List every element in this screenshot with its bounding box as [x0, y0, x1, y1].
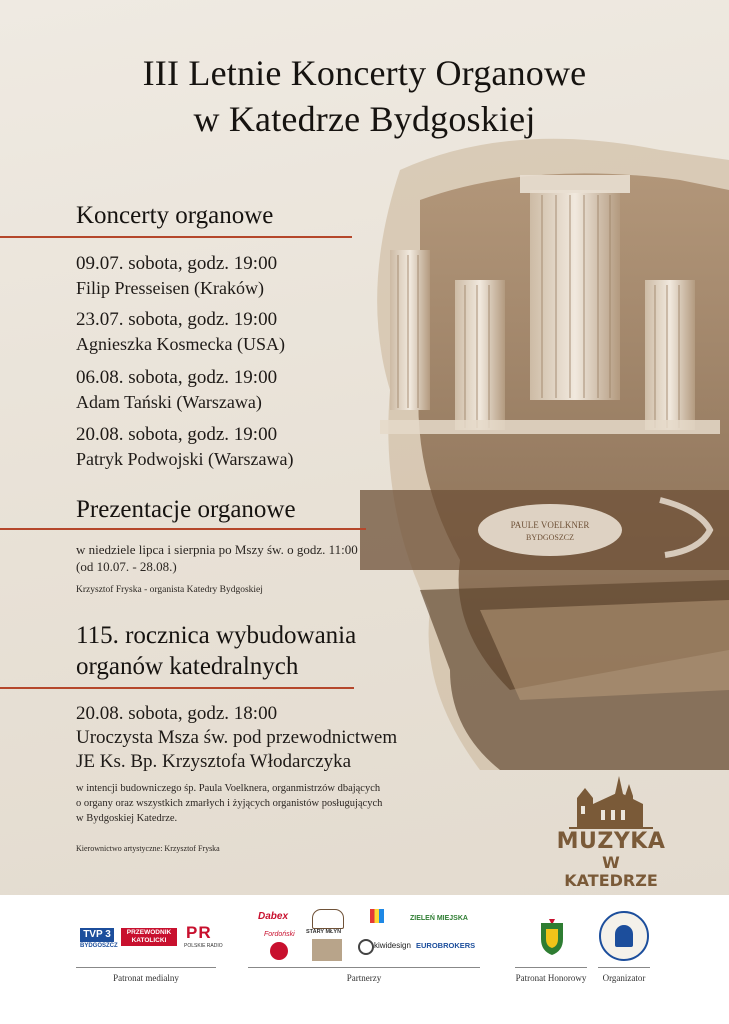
anniversary-heading-line2: organów katedralnych	[76, 653, 299, 680]
kiwi-icon	[358, 939, 374, 955]
presentations-line2: (od 10.07. - 28.08.)	[76, 559, 177, 574]
tvp-logo: TVP 3	[80, 928, 114, 942]
concerts-heading: Koncerty organowe	[76, 202, 274, 229]
organizer-seal-icon	[599, 911, 649, 961]
presentations-line1: w niedziele lipca i sierpnia po Mszy św. o godz. 11:00	[76, 542, 358, 557]
concert-performer-2: Agnieszka Kosmecka (USA)	[76, 334, 285, 354]
polskie-radio-sub: POLSKIE RADIO	[184, 943, 223, 949]
partners-caption: Partnerzy	[346, 973, 382, 983]
anniversary-intention-line2: o organy oraz wszystkich zmarłych i żyjących organistów posługujących	[76, 798, 383, 809]
partners-caption-line	[248, 967, 480, 968]
concert-performer-3: Adam Tański (Warszawa)	[76, 392, 262, 412]
eurobrokers-logo: EUROBROKERS	[416, 941, 476, 950]
cathedral-icon	[563, 770, 659, 830]
presentations-organist: Krzysztof Fryska - organista Katedry Bydgoskiej	[76, 585, 263, 595]
title-line2: w Katedrze Bydgoskiej	[193, 99, 536, 139]
presentations-heading: Prezentacje organowe	[76, 496, 296, 523]
media-caption: Patronat medialny	[113, 973, 179, 983]
kiwidesign-logo: kiwidesign	[374, 941, 411, 950]
concert-performer-4: Patryk Podwojski (Warszawa)	[76, 449, 294, 469]
cathedral-photo-icon	[312, 939, 342, 961]
polskie-radio-logo: PR	[186, 923, 212, 942]
anniversary-heading-line1: 115. rocznica wybudowania	[76, 622, 357, 649]
przewodnik-logo	[121, 928, 177, 946]
title-line1: III Letnie Koncerty Organowe	[142, 53, 587, 93]
concerts-rule	[0, 236, 352, 238]
dabex-logo: Dabex	[258, 911, 289, 922]
artistic-direction: Kierownictwo artystyczne: Krzysztof Fryska	[76, 844, 220, 853]
muzyka-logo-line2: W KATEDRZE	[564, 853, 658, 890]
zielen-miejska-logo: ZIELEŃ MIEJSKA	[410, 915, 468, 922]
sponsor-band	[0, 895, 729, 1024]
plaque-line2: BYDGOSZCZ	[525, 533, 575, 542]
anniversary-mass-line2: JE Ks. Bp. Krzysztofa Włodarczyka	[76, 751, 352, 772]
anniversary-intention-line1: w intencji budowniczego śp. Paula Voelknera, organmistrzów dbających	[76, 783, 381, 794]
przewodnik-line2: KATOLICKI	[131, 937, 167, 944]
organ-illustration	[360, 130, 729, 770]
anniversary-rule	[0, 687, 354, 689]
fordonski-logo: Fordoński	[264, 931, 295, 938]
anniversary-mass-line1: Uroczysta Msza św. pod przewodnictwem	[76, 727, 398, 748]
anniversary-intention-line3: w Bydgoskiej Katedrze.	[76, 813, 178, 824]
anniversary-date: 20.08. sobota, godz. 18:00	[76, 703, 278, 724]
bishop-coat-of-arms-icon	[537, 917, 567, 957]
presentations-rule	[0, 528, 366, 530]
organizer-caption: Organizator	[602, 973, 646, 983]
concert-performer-1: Filip Presseisen (Kraków)	[76, 278, 264, 298]
organ-image	[360, 130, 729, 770]
muzyka-w-katedrze-logo	[556, 770, 666, 890]
organizer-caption-line	[598, 967, 650, 968]
concert-date-4: 20.08. sobota, godz. 19:00	[76, 424, 278, 445]
przewodnik-line1: PRZEWODNIK	[126, 929, 172, 936]
concert-date-3: 06.08. sobota, godz. 19:00	[76, 367, 278, 388]
tvp-city: BYDGOSZCZ	[80, 943, 118, 949]
media-caption-line	[76, 967, 216, 968]
stary-mlyn-logo: STARY MŁYN	[306, 929, 342, 935]
abc-logo-icon	[370, 909, 384, 923]
honorary-caption: Patronat Honorowy	[515, 973, 587, 983]
concert-date-1: 09.07. sobota, godz. 19:00	[76, 253, 278, 274]
plaque-line1: PAULE VOELKNER	[510, 520, 590, 530]
stary-mlyn-icon	[312, 909, 344, 929]
concert-date-2: 23.07. sobota, godz. 19:00	[76, 309, 278, 330]
muzyka-logo-line1: MUZYKA	[556, 829, 666, 854]
honorary-caption-line	[515, 967, 587, 968]
fordonski-emblem-icon	[270, 942, 288, 960]
